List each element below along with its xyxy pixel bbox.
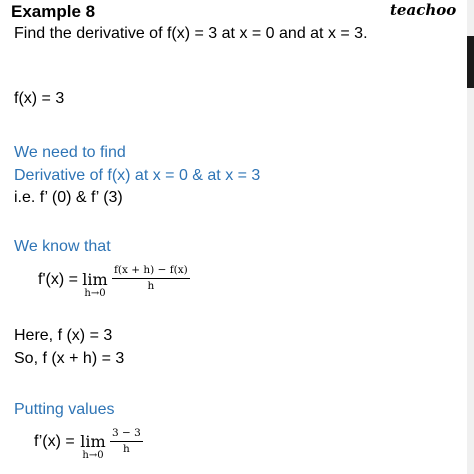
fraction-bar xyxy=(110,441,143,442)
fraction-numerator: 3 − 3 xyxy=(112,427,141,439)
formula-lhs: f’(x) = xyxy=(34,433,75,450)
fraction xyxy=(112,264,190,293)
limit-label: lim xyxy=(80,432,106,451)
given-function: f(x) = 3 xyxy=(14,90,65,107)
limit-expression xyxy=(78,272,112,300)
limit-label: lim xyxy=(82,270,108,289)
limit-subscript: h→0 xyxy=(82,450,104,461)
question-text: Find the derivative of f(x) = 3 at x = 0 and at x = 3. xyxy=(14,25,368,42)
page-title: Example 8 xyxy=(11,2,96,21)
limit-subscript: h→0 xyxy=(84,288,106,299)
putting-values-text: Putting values xyxy=(14,401,115,418)
teachoo-logo: teachoo xyxy=(390,1,457,19)
fraction-denominator: h xyxy=(147,280,155,292)
we-know-that-text: We know that xyxy=(14,238,111,255)
fraction-bar xyxy=(112,278,190,279)
need-to-find-text: We need to find xyxy=(14,144,126,161)
fraction xyxy=(110,427,143,456)
scrollbar[interactable] xyxy=(467,0,474,474)
fraction-denominator: h xyxy=(123,443,130,455)
formula-lhs: f'(x) = xyxy=(38,271,78,288)
here-text: Here, f (x) = 3 xyxy=(14,327,113,344)
ie-text: i.e. f’ (0) & f’ (3) xyxy=(14,189,123,206)
scrollbar-thumb[interactable] xyxy=(467,36,474,88)
derivative-text: Derivative of f(x) at x = 0 & at x = 3 xyxy=(14,167,261,184)
limit-expression xyxy=(76,434,110,462)
fraction-numerator: f(x + h) − f(x) xyxy=(114,264,188,276)
so-text: So, f (x + h) = 3 xyxy=(14,350,125,367)
